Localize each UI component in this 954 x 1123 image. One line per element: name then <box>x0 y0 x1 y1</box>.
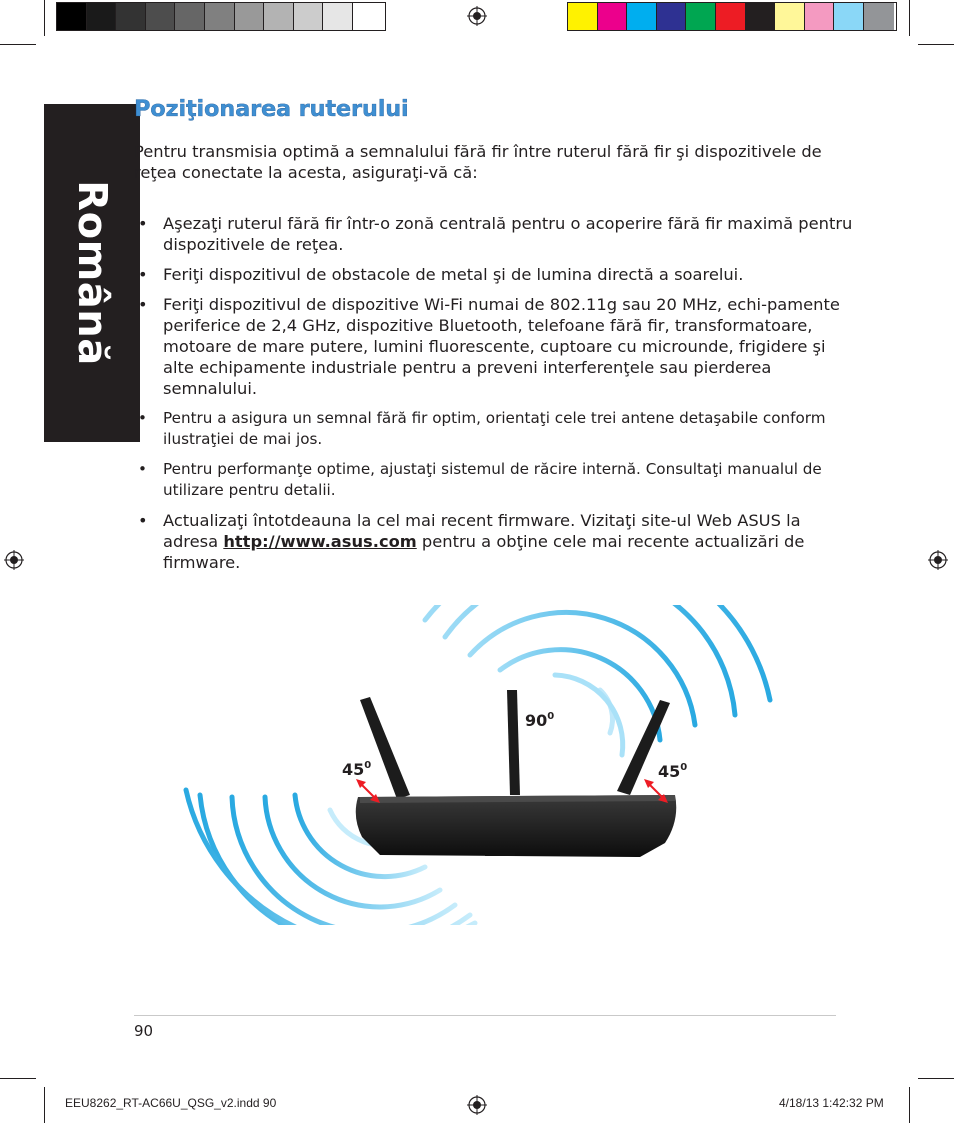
color-swatch <box>598 3 628 30</box>
bullet-list <box>134 213 854 582</box>
language-label: Română <box>69 180 115 366</box>
registration-mark-icon <box>467 6 487 26</box>
page-title: Poziţionarea ruterului <box>134 96 409 122</box>
color-swatch <box>87 3 117 30</box>
list-item: • Feriţi dispozitivul de obstacole de metal şi de lumina directă a soarelui. <box>134 264 854 285</box>
process-color-bar <box>567 2 897 31</box>
crop-mark <box>0 44 36 45</box>
registration-mark-icon <box>4 550 24 570</box>
asus-website-link[interactable]: http://www.asus.com <box>223 532 417 551</box>
color-swatch <box>834 3 864 30</box>
router-body <box>356 795 677 857</box>
page-number: 90 <box>134 1022 154 1040</box>
crop-mark <box>918 44 954 45</box>
registration-mark-icon <box>467 1095 487 1115</box>
registration-mark-icon <box>928 550 948 570</box>
color-swatch <box>235 3 265 30</box>
language-side-tab <box>44 104 140 442</box>
crop-mark <box>909 0 910 36</box>
list-item: • Pentru a asigura un semnal fără fir optim, orientaţi cele trei antene detaşabile conform ilustraţiei de mai jos. <box>134 408 854 450</box>
color-swatch <box>864 3 894 30</box>
color-swatch <box>657 3 687 30</box>
bullet-text: pentru a obţine cele mai recente actualizări de firmware. <box>163 532 805 572</box>
color-swatch <box>353 3 383 30</box>
slug-datetime: 4/18/13 1:42:32 PM <box>779 1096 884 1110</box>
color-swatch <box>775 3 805 30</box>
color-swatch <box>805 3 835 30</box>
crop-mark <box>909 1087 910 1123</box>
angle-label-center: $90^0$ <box>525 711 555 730</box>
color-swatch <box>627 3 657 30</box>
crop-mark <box>918 1078 954 1079</box>
intro-paragraph: Pentru transmisia optimă a semnalului fără fir între ruterul fără fir şi dispozitivele de reţea conectate la acesta, asiguraţi-vă că: <box>134 142 822 182</box>
color-swatch <box>568 3 598 30</box>
color-swatch <box>294 3 324 30</box>
slug-file-info: EEU8262_RT-AC66U_QSG_v2.indd 90 <box>65 1096 277 1110</box>
color-swatch <box>264 3 294 30</box>
color-swatch <box>323 3 353 30</box>
crop-mark <box>0 1078 36 1079</box>
color-swatch <box>205 3 235 30</box>
color-swatch <box>686 3 716 30</box>
color-swatch <box>746 3 776 30</box>
list-item: • Feriţi dispozitivul de dispozitive Wi-Fi numai de 802.11g sau 20 MHz, echi-pamente periferice de 2,4 GHz, dispozitive Bluetooth, telefoane fără fir, transformatoare, motoare de mare putere, lumini fluorescente, cuptoare cu microunde, frigidere şi alte echipamente industriale pentru a preveni interferenţele sau pierderea semnalului. <box>134 294 854 399</box>
color-swatch <box>116 3 146 30</box>
list-item: • Aşezaţi ruterul fără fir într-o zonă centrală pentru o acoperire fără fir maximă pentru dispozitivele de reţea. <box>134 213 854 255</box>
list-item <box>134 510 854 573</box>
color-swatch <box>146 3 176 30</box>
angle-label-left: $45^0$ <box>342 760 372 779</box>
list-item: • Pentru performanţe optime, ajustaţi sistemul de răcire internă. Consultaţi manualul de utilizare pentru detalii. <box>134 459 854 501</box>
bullet-text: Actualizaţi întotdeauna la cel mai recent firmware. Vizitaţi site-ul Web ASUS la adresa <box>163 511 801 551</box>
gray-color-bar <box>56 2 386 31</box>
crop-mark <box>44 1087 45 1123</box>
router-antenna-illustration <box>170 605 790 925</box>
angle-label-right: $45^0$ <box>658 762 688 781</box>
crop-mark <box>44 0 45 36</box>
signal-waves-right <box>425 605 770 755</box>
color-swatch <box>716 3 746 30</box>
footer-divider <box>134 1015 836 1016</box>
color-swatch <box>57 3 87 30</box>
color-swatch <box>175 3 205 30</box>
